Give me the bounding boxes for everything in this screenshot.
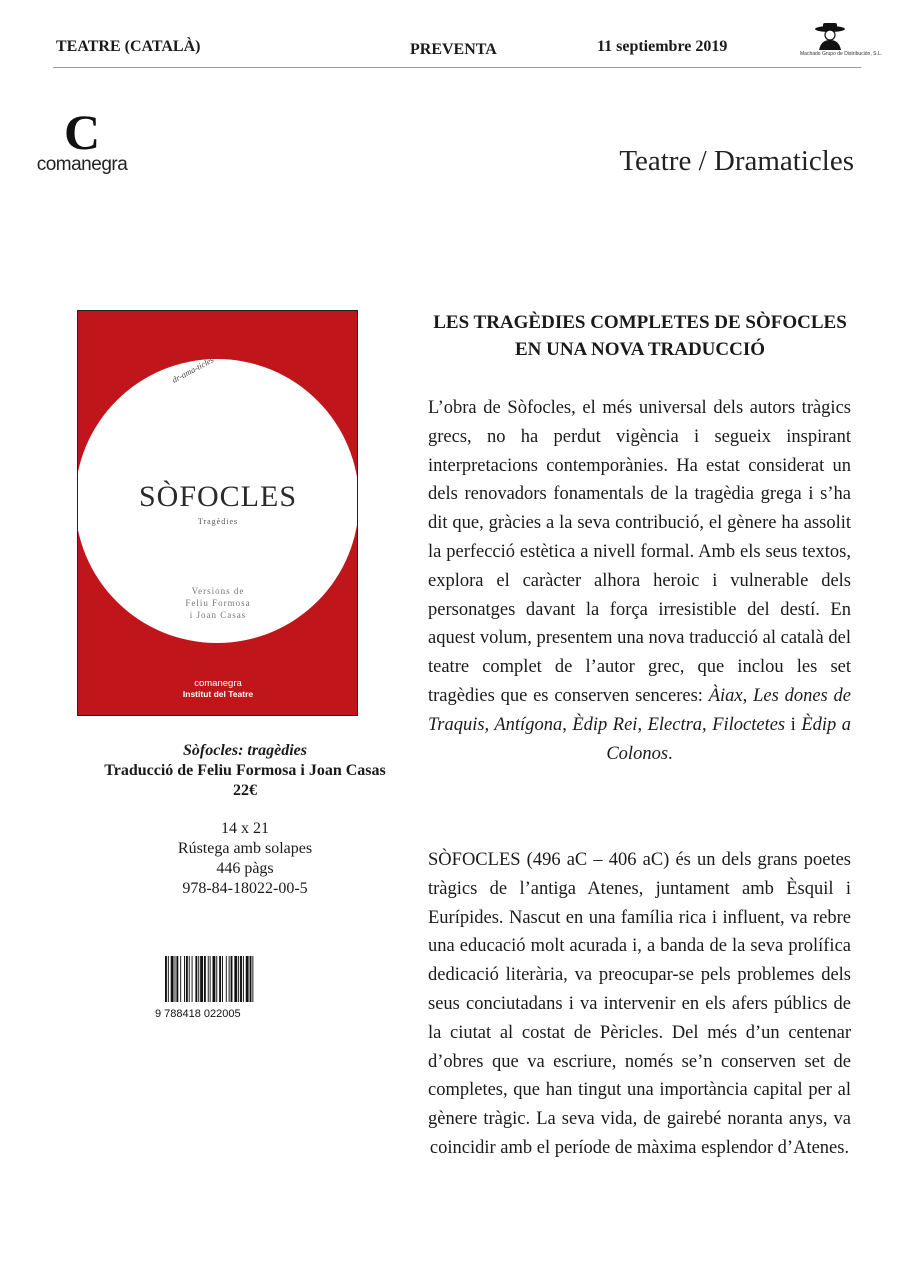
status-label: PREVENTA (410, 41, 497, 58)
header-rule (53, 67, 861, 68)
release-date: 11 septiembre 2019 (597, 38, 728, 55)
sep-1: , (742, 685, 754, 706)
barcode-bar (200, 956, 203, 1002)
book-specs (40, 819, 450, 899)
distributor-name: Machado Grupo de Distribución, S.L. (800, 51, 882, 57)
book-details (40, 741, 450, 801)
book-isbn: 978-84-18022-00-5 (182, 880, 308, 897)
barcode-bars (155, 956, 275, 1002)
barcode-bar (180, 956, 181, 1002)
barcode-bar (198, 956, 199, 1002)
biography-paragraph: SÒFOCLES (496 aC – 406 aC) és un dels grans poetes tràgics de l’antiga Atenes, juntament amb Èsquil i Eurípides. Nascut en una família rica i influent, va rebre una educació molt acurada i, a banda de la seva prolífica dedicació literària, va preocupar-se pels problemes dels seus conciutadans i va intervenir en els afers públics de la ciutat al costat de Pèricles. Del més d’un centenar d’obres que va escriure, només se’n conserven set de completes, que han tingut una importància capital per al gènere tràgic. La seva vida, de gairebé noranta anys, va coincidir amb el període de màxima esplendor d’Atenes. (428, 850, 851, 1158)
sep-2: , (562, 714, 573, 735)
barcode-bar (204, 956, 206, 1002)
collection-title: Teatre / Dramaticles (619, 145, 854, 177)
barcode-bar (240, 956, 242, 1002)
book-translation: Traducció de Feliu Formosa i Joan Casas (104, 762, 386, 779)
distributor-logo (800, 22, 882, 64)
cover-publisher-2: Institut del Teatre (182, 689, 254, 699)
cover-series-mark: dr-ama-ticles (170, 354, 216, 385)
barcode-bar (250, 956, 252, 1002)
book-size: 14 x 21 (221, 820, 269, 837)
barcode-bar (246, 956, 249, 1002)
barcode-bar (186, 956, 188, 1002)
play-edip-colonos: Èdip a Colonos (606, 714, 852, 764)
cover-author: SÒFOCLES (138, 480, 298, 513)
publisher-logo-name: comanegra (36, 154, 128, 175)
barcode-bar (210, 956, 211, 1002)
barcode-bar (192, 956, 193, 1002)
barcode-bar (219, 956, 221, 1002)
barcode-bar (243, 956, 244, 1002)
barcode-number: 9 788418 022005 (155, 1008, 241, 1020)
section-label: TEATRE (CATALÀ) (56, 38, 201, 55)
barcode-bar (189, 956, 190, 1002)
barcode-bar (238, 956, 239, 1002)
barcode-bar (208, 956, 209, 1002)
barcode-bar (168, 956, 169, 1002)
cover-versions-3: i Joan Casas (189, 610, 247, 620)
description-paragraph (428, 394, 851, 768)
barcode-bar (222, 956, 223, 1002)
hat-figure-icon (813, 22, 847, 50)
play-dones-antigona: Les dones de Traquis, Antígona (428, 685, 851, 735)
barcode (155, 956, 275, 1020)
barcode-bar (213, 956, 216, 1002)
barcode-bar (216, 956, 217, 1002)
book-price: 22€ (233, 782, 257, 799)
barcode-bar (229, 956, 230, 1002)
barcode-bar (195, 956, 197, 1002)
cover-versions-1: Versions de (191, 586, 245, 596)
cover-publisher-1: comanegra (194, 678, 242, 689)
barcode-bar (226, 956, 227, 1002)
description-end: . (668, 743, 673, 764)
publisher-logo (30, 104, 134, 176)
barcode-bar (175, 956, 176, 1002)
publisher-logo-mark: C (63, 104, 101, 160)
sep-5: i (785, 714, 802, 735)
book-cover (77, 310, 358, 716)
barcode-bar (184, 956, 185, 1002)
book-pages: 446 pàgs (216, 860, 274, 877)
barcode-bar (231, 956, 233, 1002)
play-filoctetes: Filoctetes (712, 714, 786, 735)
headline-line-1: LES TRAGÈDIES COMPLETES DE SÒFOCLES (433, 312, 847, 333)
barcode-bar (176, 956, 178, 1002)
headline (420, 309, 860, 363)
barcode-bar (171, 956, 174, 1002)
book-title: Sòfocles: tragèdies (183, 742, 307, 759)
barcode-bar (252, 956, 253, 1002)
play-edip-rei: Èdip Rei (572, 714, 638, 735)
sep-4: , (702, 714, 713, 735)
barcode-bar (165, 956, 167, 1002)
cover-subtitle: Tragèdies (197, 517, 239, 526)
cover-versions-2: Feliu Formosa (185, 598, 251, 608)
book-binding: Rústega amb solapes (177, 840, 313, 857)
sep-3: , (637, 714, 648, 735)
description-intro: L’obra de Sòfocles, el més universal dels autors tràgics grecs, no ha perdut vigència i segueix inspirant interpretacions contemporànies. Ha estat considerat un dels renovadors fonamentals de la tragèdia grega i s’ha dit que, gràcies a la seva contribució, el gènere ha assolit la perfecció estètica a nivell formal. Amb els seus textos, explora el caràcter alhora heroic i vulnerable dels personatges davant la força irresistible del destí. En aquest volum, presentem una nova traducció al català del teatre complet de l’autor grec, que inclou les set tragèdies que es conserven senceres: (428, 398, 851, 706)
play-electra: Electra (647, 714, 703, 735)
barcode-bar (234, 956, 237, 1002)
headline-line-2: EN UNA NOVA TRADUCCIÓ (514, 339, 766, 360)
play-aiax: Àiax (708, 685, 743, 706)
